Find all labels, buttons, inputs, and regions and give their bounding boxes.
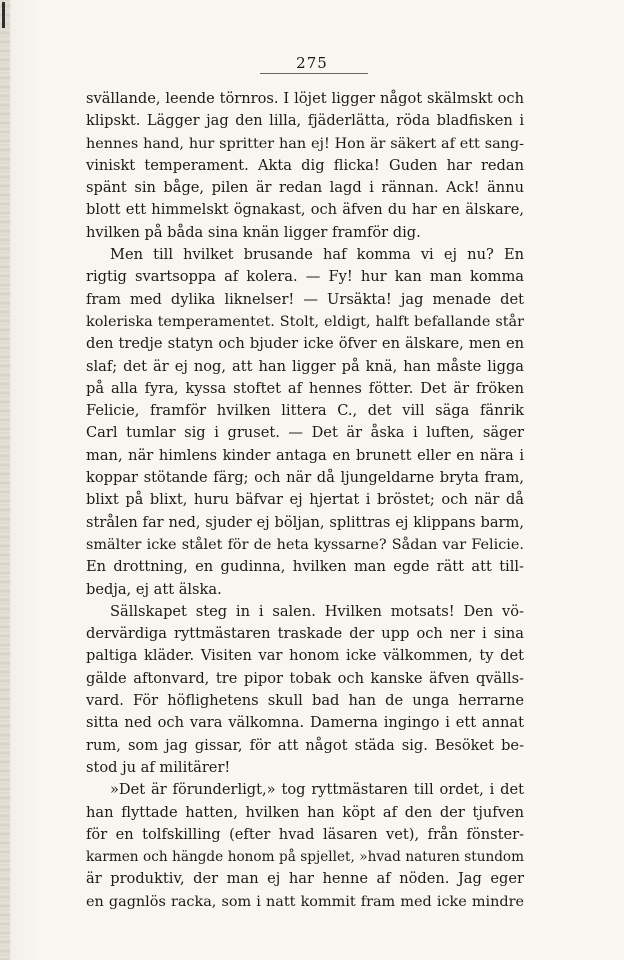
header-rule bbox=[260, 73, 368, 74]
binding-mark bbox=[2, 2, 5, 28]
text-line: slaf; det är ej nog, att han ligger på knä, han måste ligga bbox=[86, 357, 524, 375]
text-line: »Det är förunderligt,» tog ryttmästaren till ordet, i det bbox=[110, 781, 524, 799]
text-line: han flyttade hatten, hvilken han köpt af den der tjufven bbox=[86, 803, 524, 821]
text-line: den tredje statyn och bjuder icke öfver en älskare, men en bbox=[86, 335, 524, 353]
text-line: Sällskapet steg in i salen. Hvilken motsats! Den vö- bbox=[110, 602, 524, 620]
text-line: gälde aftonvard, tre pipor tobak och kanske äfven qvälls- bbox=[86, 669, 524, 687]
text-line: stod ju af militärer! bbox=[86, 758, 231, 776]
text-line: koppar stötande färg; och när då ljungeldarne bryta fram, bbox=[86, 469, 524, 487]
text-line: paltiga kläder. Visiten var honom icke välkommen, ty det bbox=[86, 647, 524, 665]
text-line: Felicie, framför hvilken littera C., det vill säga fänrik bbox=[86, 402, 524, 420]
text-line: en gagnlös racka, som i natt kommit fram med icke mindre bbox=[86, 893, 524, 910]
page-gutter-edge bbox=[0, 0, 10, 960]
text-line: bedja, ej att älska. bbox=[86, 580, 222, 598]
text-line: viniskt temperament. Akta dig flicka! Guden har redan bbox=[86, 156, 524, 174]
text-line: spänt sin båge, pilen är redan lagd i rännan. Ack! ännu bbox=[86, 179, 524, 197]
text-line: En drottning, en gudinna, hvilken man egde rätt att till- bbox=[86, 558, 524, 576]
text-line: vard. För höflighetens skull bad han de unga herrarne bbox=[86, 692, 524, 710]
text-line: klipskt. Lägger jag den lilla, fjäderlätta, röda bladfisken i bbox=[86, 112, 524, 130]
text-line: rum, som jag gissar, för att något städa sig. Besöket be- bbox=[86, 736, 524, 754]
text-line: strålen far ned, sjuder ej böljan, splittras ej klippans barm, bbox=[86, 513, 524, 531]
page-number: 275 bbox=[296, 54, 328, 72]
text-line: man, när himlens kinder antaga en brunett eller en nära i bbox=[86, 446, 524, 464]
text-line: hennes hand, hur spritter han ej! Hon är säkert af ett sang- bbox=[86, 135, 524, 152]
text-line: dervärdiga ryttmästaren traskade der upp och ner i sina bbox=[86, 625, 524, 643]
text-line: sitta ned och vara välkomna. Damerna ingingo i ett annat bbox=[86, 714, 524, 732]
text-line: svällande, leende törnros. I löjet ligger något skälmskt och bbox=[86, 90, 524, 107]
body-text bbox=[86, 88, 524, 913]
text-line: Carl tumlar sig i gruset. — Det är åska i luften, säger bbox=[86, 424, 524, 442]
text-line: hvilken på båda sina knän ligger framför dig. bbox=[86, 223, 421, 241]
text-line: fram med dylika liknelser! — Ursäkta! jag menade det bbox=[86, 290, 524, 308]
text-line: karmen och hängde honom på spjellet, »hvad naturen stundom bbox=[86, 849, 524, 866]
text-line: Men till hvilket brusande haf komma vi ej nu? En bbox=[110, 246, 524, 264]
text-line: blixt på blixt, huru bäfvar ej hjertat i bröstet; och när då bbox=[86, 491, 524, 509]
text-line: på alla fyra, kyssa stoftet af hennes fötter. Det är fröken bbox=[86, 379, 524, 397]
text-line: är produktiv, der man ej har henne af nöden. Jag eger bbox=[86, 870, 524, 888]
text-line: rigtig svartsoppa af kolera. — Fy! hur kan man komma bbox=[86, 268, 524, 286]
text-line: blott ett himmelskt ögnakast, och äfven du har en älskare, bbox=[86, 201, 524, 219]
text-line: för en tolfskilling (efter hvad läsaren vet), från fönster- bbox=[86, 825, 524, 843]
text-line: koleriska temperamentet. Stolt, eldigt, halft befallande står bbox=[86, 313, 524, 330]
text-line: smälter icke stålet för de heta kyssarne? Sådan var Felicie. bbox=[86, 536, 524, 553]
